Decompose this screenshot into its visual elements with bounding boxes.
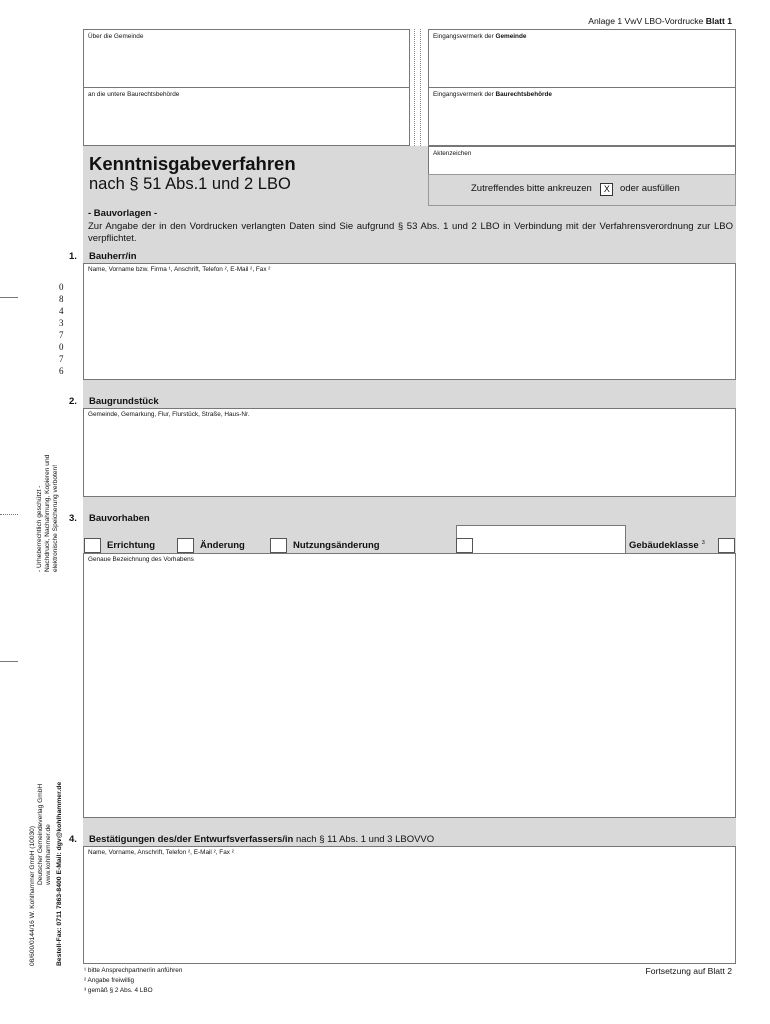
receipt-municipality-label: Eingangsvermerk der Gemeinde: [433, 33, 527, 40]
building-class-area: [456, 525, 626, 554]
fold-mark-bottom: [0, 661, 18, 662]
bauvorlagen-band: [83, 206, 736, 263]
form-subtitle: nach § 51 Abs.1 und 2 LBO: [89, 175, 291, 193]
errichtung-label: Errichtung: [107, 540, 156, 551]
section-2-title: Baugrundstück: [89, 396, 159, 407]
applicant-field[interactable]: [83, 263, 736, 380]
nutzungsaenderung-label: Nutzungsänderung: [293, 540, 380, 551]
section-2-band: [83, 380, 736, 409]
municipality-label: Über die Gemeinde: [88, 33, 144, 40]
municipality-address-field[interactable]: [83, 29, 410, 88]
publisher-line-2: Deutscher Gemeindeverlag GmbH: [37, 783, 44, 885]
designer-confirmation-field[interactable]: [83, 846, 736, 964]
section-4-title: Bestätigungen des/der Entwurfsverfassers/in nach § 11 Abs. 1 und 3 LBOVVO: [89, 834, 435, 845]
property-label: Gemeinde, Gemarkung, Flur, Flurstück, Straße, Haus-Nr.: [88, 411, 250, 418]
footnote-2: ² Angabe freiwillig: [84, 977, 135, 984]
separator-dotted: [420, 29, 421, 146]
checkbox-example-icon: X: [600, 183, 613, 196]
receipt-authority-label: Eingangsvermerk der Baurechtsbehörde: [433, 91, 552, 98]
bauvorlagen-text: Zur Angabe der in den Vordrucken verlangten Daten sind Sie aufgrund § 53 Abs. 1 und 2 LBO in Verbindung mit der Verfahrensverordnung zur LBO verpflichtet.: [88, 221, 733, 244]
section-1-number: 1.: [69, 251, 77, 262]
section-3-number: 3.: [69, 513, 77, 524]
fold-mark-top: [0, 297, 18, 298]
project-description-field[interactable]: [83, 553, 736, 818]
errichtung-checkbox[interactable]: [84, 538, 101, 553]
section-2-number: 2.: [69, 396, 77, 407]
applicant-label: Name, Vorname bzw. Firma ¹, Anschrift, Telefon ², E-Mail ², Fax ²: [88, 266, 271, 273]
designer-confirmation-label: Name, Vorname, Anschrift, Telefon ², E-Mail ², Fax ²: [88, 849, 234, 856]
section-4-number: 4.: [69, 834, 77, 845]
instruction-box: [428, 174, 736, 206]
building-class-checkbox[interactable]: [456, 538, 473, 553]
publisher-line-3: www.kohlhammer.de: [45, 824, 52, 885]
property-field[interactable]: [83, 408, 736, 497]
copyright-notice-2: Nachdruck, Nachahmung, Kopieren und: [44, 454, 51, 572]
footnote-1: ¹ bitte Ansprechpartner/in anführen: [84, 967, 183, 974]
file-reference-field[interactable]: [428, 146, 736, 175]
attachment-reference: Anlage 1 VwV LBO-Vordrucke Blatt 1: [588, 16, 732, 26]
separator-dotted: [414, 29, 415, 146]
aenderung-checkbox[interactable]: [177, 538, 194, 553]
project-description-label: Genaue Bezeichnung des Vorhabens: [88, 556, 194, 563]
authority-label: an die untere Baurechtsbehörde: [88, 91, 180, 98]
section-3-title: Bauvorhaben: [89, 513, 150, 524]
aenderung-label: Änderung: [200, 540, 245, 551]
instruction-text: Zutreffendes bitte ankreuzen X oder ausfüllen: [471, 183, 680, 194]
receipt-authority-field[interactable]: [428, 87, 736, 146]
building-class-input[interactable]: [718, 538, 735, 553]
footnote-3: ³ gemäß § 2 Abs. 4 LBO: [84, 987, 153, 994]
order-contact: Bestell-Fax: 0711 7863-8400 E-Mail: dgv@kohlhammer.de: [56, 781, 63, 966]
copyright-notice-1: - Urheberrechtlich geschützt -: [36, 485, 43, 572]
section-1-title: Bauherr/in: [89, 251, 137, 262]
publisher-line-1: 08/600/0144/16 W. Kohlhammer GmbH (10030): [29, 825, 36, 966]
copyright-notice-3: elektronische Speicherung verboten!: [52, 464, 59, 572]
punch-mark: [0, 514, 18, 515]
authority-address-field[interactable]: [83, 87, 410, 146]
form-title: Kenntnisgabeverfahren: [89, 153, 296, 174]
continuation-note: Fortsetzung auf Blatt 2: [645, 966, 732, 976]
bauvorlagen-heading: - Bauvorlagen -: [88, 208, 158, 219]
building-class-label: Gebäudeklasse $^3$: [629, 540, 705, 552]
receipt-municipality-field[interactable]: [428, 29, 736, 88]
file-reference-label: Aktenzeichen: [433, 150, 472, 157]
nutzungsaenderung-checkbox[interactable]: [270, 538, 287, 553]
